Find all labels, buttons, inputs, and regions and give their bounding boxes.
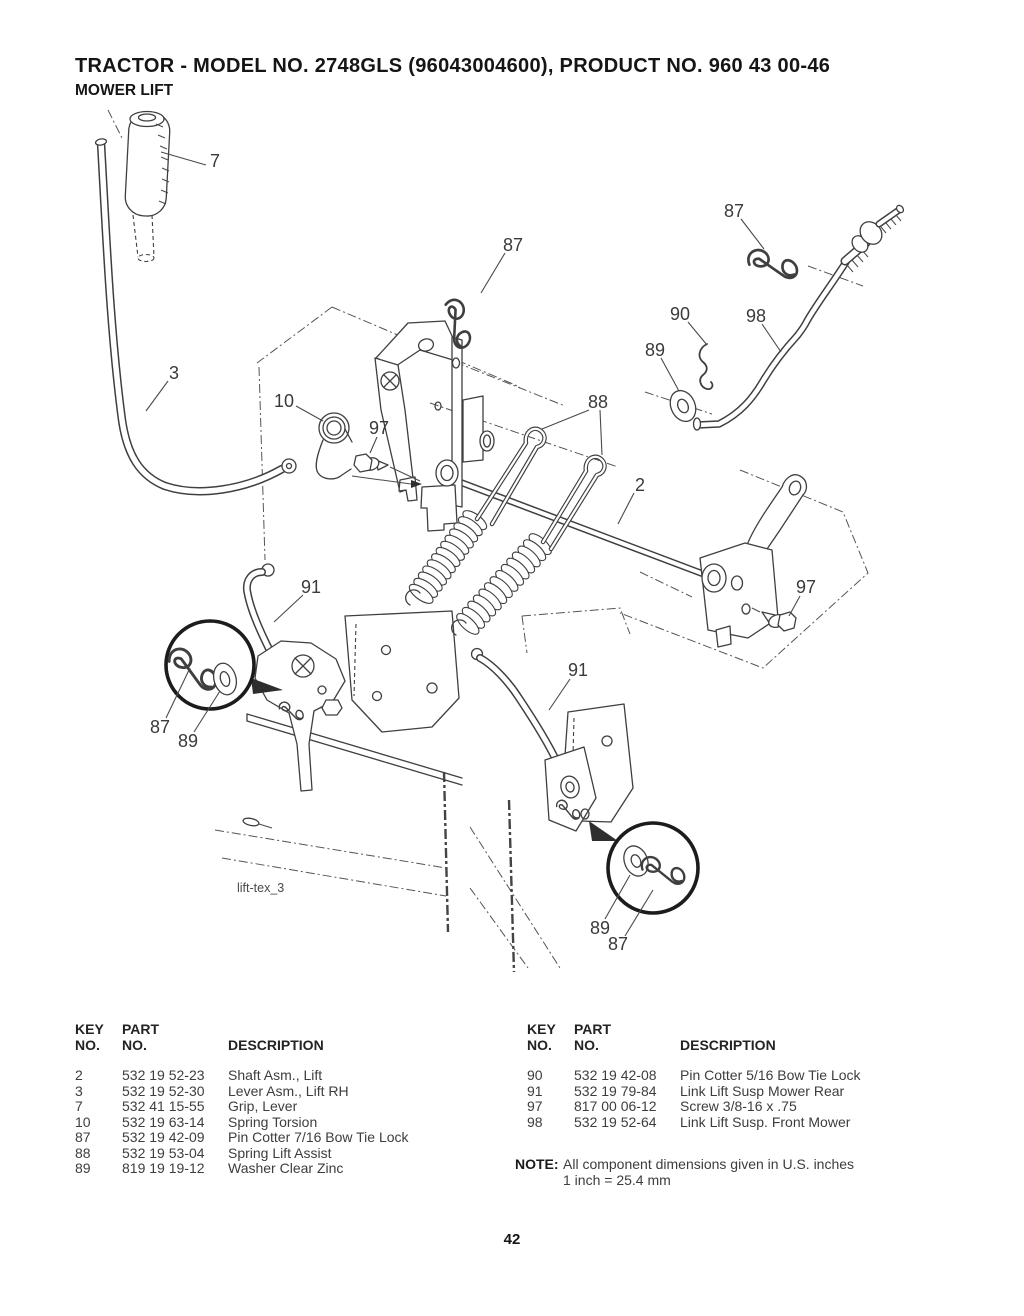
part-key: 89: [75, 1160, 91, 1176]
part-desc: Spring Lift Assist: [228, 1144, 332, 1161]
callout-3: 3: [168, 363, 180, 383]
part-desc: Shaft Asm., Lift: [228, 1067, 323, 1083]
leader-line: [274, 595, 303, 622]
part-row: [75, 1161, 409, 1177]
spring-hooks: [406, 429, 605, 635]
callout-87: 87: [149, 717, 171, 737]
left-deck-bracket-plate: [345, 611, 459, 732]
part-desc: Link Lift Susp Mower Rear: [680, 1082, 845, 1099]
part-part: 532 19 53-04: [122, 1144, 205, 1161]
part-part: 532 41 15-55: [122, 1098, 205, 1114]
part-row: [75, 1130, 409, 1146]
part-key: 90: [527, 1067, 543, 1083]
part-key: 2: [75, 1067, 83, 1083]
part-key: 97: [527, 1098, 543, 1114]
part-desc: Screw 3/8-16 x .75: [680, 1098, 797, 1114]
leader-line: [618, 493, 634, 524]
part-key: 91: [527, 1082, 543, 1099]
callout-10: 10: [273, 391, 295, 411]
callout-90: 90: [669, 304, 691, 324]
front-link-drawing: [694, 204, 905, 430]
part-key: 7: [75, 1098, 83, 1114]
section-title: MOWER LIFT: [75, 82, 174, 99]
part-part: 819 19 19-12: [122, 1160, 205, 1176]
leader-line: [789, 596, 800, 616]
hairpin-pin-drawing: [700, 344, 713, 389]
part-row: [75, 1084, 409, 1100]
part-desc: Pin Cotter 7/16 Bow Tie Lock: [228, 1129, 409, 1145]
part-row: [75, 1099, 409, 1115]
parts-rows-right: [527, 1068, 861, 1130]
callout-97: 97: [795, 577, 817, 597]
callout-89: 89: [644, 340, 666, 360]
part-desc: Washer Clear Zinc: [228, 1160, 344, 1176]
detail-inset-right: [589, 821, 698, 913]
page-number: 42: [503, 1231, 521, 1248]
part-part: 532 19 52-64: [574, 1113, 657, 1130]
part-desc: Lever Asm., Lift RH: [228, 1082, 349, 1099]
part-row: [75, 1068, 409, 1084]
parts-table-right: [527, 1021, 861, 1130]
callout-87: 87: [502, 235, 524, 255]
header-description: DESCRIPTION: [680, 1037, 776, 1053]
callout-87: 87: [723, 201, 745, 221]
leader-line: [661, 358, 679, 391]
leader-line: [688, 322, 707, 345]
header-description: DESCRIPTION: [228, 1037, 324, 1053]
part-row: [75, 1146, 409, 1162]
part-row: [527, 1099, 861, 1115]
note-label: NOTE:: [515, 1156, 559, 1172]
callout-7: 7: [209, 151, 221, 171]
leader-line: [542, 410, 589, 429]
left-lift-arm-drawing: [255, 641, 345, 791]
callout-88: 88: [587, 392, 609, 412]
part-row: [75, 1115, 409, 1131]
part-part: 532 19 52-23: [122, 1067, 205, 1083]
figure-caption: lift-tex_3: [237, 881, 285, 895]
parts-table-header: [527, 1021, 861, 1057]
part-part: 532 19 52-30: [122, 1082, 205, 1099]
part-part: 532 19 63-14: [122, 1113, 205, 1130]
part-row: [527, 1115, 861, 1131]
callout-89: 89: [177, 731, 199, 751]
part-desc: Link Lift Susp. Front Mower: [680, 1113, 851, 1130]
callout-91: 91: [567, 660, 589, 680]
leader-line: [481, 253, 505, 293]
part-part: 532 19 42-08: [574, 1067, 657, 1083]
part-part: 532 19 79-84: [574, 1082, 657, 1099]
callout-91: 91: [300, 577, 322, 597]
cotter-pin-top-right: [746, 248, 800, 280]
callout-97: 97: [368, 418, 390, 438]
part-desc: Spring Torsion: [228, 1113, 318, 1130]
lever-grip-drawing: [124, 111, 170, 261]
part-key: 10: [75, 1113, 91, 1130]
rear-link-left-drawing: [247, 564, 274, 655]
leader-line: [600, 410, 602, 455]
leader-line: [146, 381, 168, 411]
callout-87: 87: [607, 934, 629, 954]
part-key: 98: [527, 1113, 543, 1130]
note-text: All component dimensions given in U.S. inches 1 inch = 25.4 mm: [563, 1156, 855, 1188]
header-part: PART NO.: [122, 1021, 160, 1053]
callout-2: 2: [634, 475, 646, 495]
parts-table-left: [75, 1021, 409, 1177]
part-desc: Pin Cotter 5/16 Bow Tie Lock: [680, 1067, 861, 1083]
part-part: 532 19 42-09: [122, 1129, 205, 1145]
leader-line: [296, 406, 323, 421]
dimensions-note: [515, 1156, 854, 1188]
leader-line: [762, 324, 781, 352]
header-key: KEY NO.: [75, 1021, 104, 1053]
header-key: KEY NO.: [527, 1021, 556, 1053]
part-key: 3: [75, 1082, 83, 1099]
part-row: [527, 1084, 861, 1100]
rear-link-right-drawing: [472, 649, 564, 777]
header-part: PART NO.: [574, 1021, 612, 1053]
page-title: TRACTOR - MODEL NO. 2748GLS (96043004600), PRODUCT NO. 960 43 00-46: [75, 55, 831, 77]
leader-line: [370, 437, 377, 453]
callout-89: 89: [589, 918, 611, 938]
leader-line: [549, 679, 570, 710]
leader-line: [741, 219, 764, 249]
part-key: 88: [75, 1144, 91, 1161]
parts-rows-left: [75, 1068, 409, 1177]
part-desc: Grip, Lever: [228, 1098, 298, 1114]
mower-deck-edge: [242, 714, 462, 828]
part-row: [527, 1068, 861, 1084]
parts-table-header: [75, 1021, 409, 1057]
support-bracket-drawing: [375, 321, 494, 531]
callout-98: 98: [745, 306, 767, 326]
part-key: 87: [75, 1129, 91, 1145]
part-part: 817 00 06-12: [574, 1098, 657, 1114]
